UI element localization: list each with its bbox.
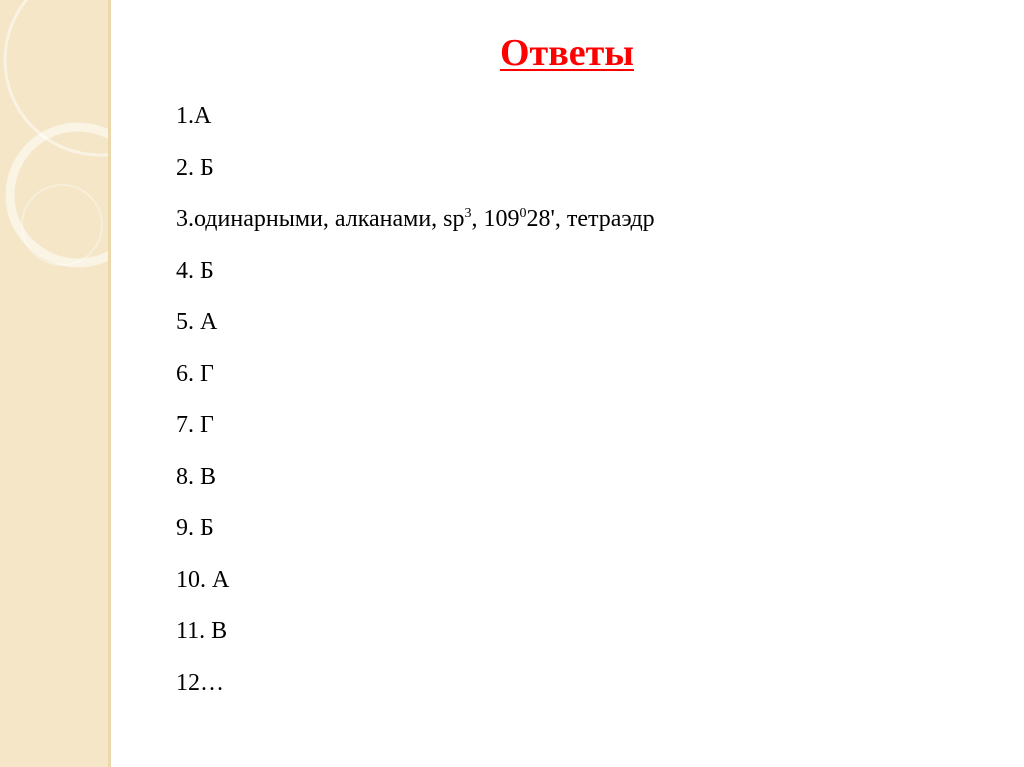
- side-panel-edge: [108, 0, 111, 767]
- answer-item: 8. В: [176, 463, 217, 490]
- answer-item: 2. Б: [176, 154, 214, 181]
- slide-title: Ответы: [500, 32, 634, 74]
- answer-3-text-3: 28', тетраэдр: [526, 206, 655, 232]
- answer-item: 11. В: [176, 618, 228, 644]
- decorative-rings-icon: [0, 0, 111, 767]
- answer-3-text-1: 3.одинарными, алканами, sp: [176, 206, 465, 232]
- answer-list: [176, 97, 655, 715]
- answer-item: 5. А: [176, 309, 218, 335]
- answer-item: 12…: [176, 669, 224, 696]
- answer-item: 10. А: [176, 566, 230, 593]
- answer-item: 6. Г: [176, 360, 214, 387]
- answer-item: 4. Б: [176, 257, 214, 284]
- answer-3-text-2: , 109: [471, 206, 520, 232]
- answer-3-superscript-1: 3: [464, 206, 472, 221]
- answer-3-superscript-2: 0: [519, 206, 527, 221]
- answer-item-3: [176, 200, 655, 252]
- answer-item: 1.А: [176, 103, 212, 129]
- answer-item: 7. Г: [176, 412, 214, 438]
- decorative-side-panel: [0, 0, 111, 767]
- answer-item: 9. Б: [176, 515, 214, 541]
